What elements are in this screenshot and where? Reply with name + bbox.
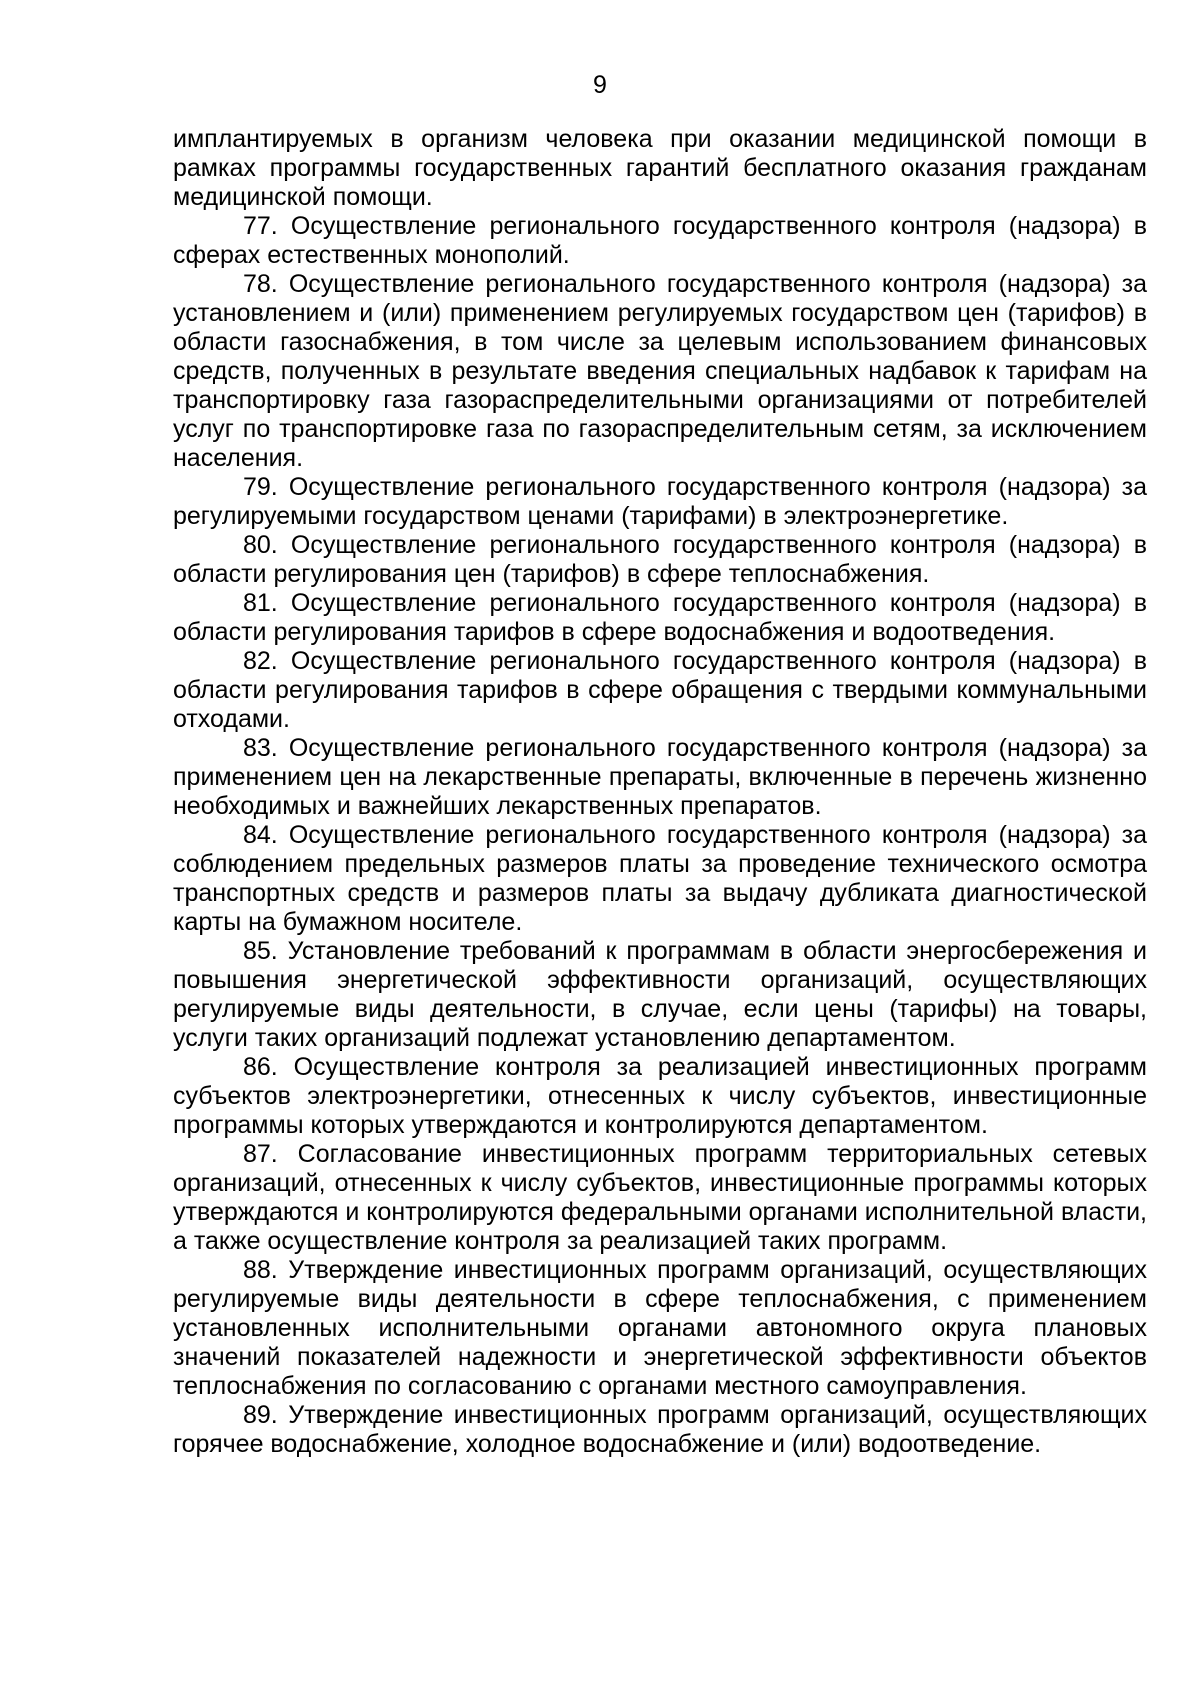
paragraph-item-88: 88. Утверждение инвестиционных программ организаций, осуществляющих регулируемые виды деятельности в сфере теплоснабжения, с применением установленных исполнительными органами автономного округа плановых значений показателей надежности и энергетической эффективности объектов теплоснабжения по согласованию с органами местного самоуправления. xyxy=(173,1256,1147,1400)
paragraph-item-87: 87. Согласование инвестиционных программ территориальных сетевых организаций, отнесенных к числу субъектов, инвестиционные программы которых утверждаются и контролируются федеральными органами исполнительной власти, а также осуществление контроля за реализацией таких программ. xyxy=(173,1140,1147,1255)
paragraph-item-85: 85. Установление требований к программам в области энергосбережения и повышения энергетической эффективности организаций, осуществляющих регулируемые виды деятельности, в случае, если цены (тарифы) на товары, услуги таких организаций подлежат установлению департаментом. xyxy=(173,937,1147,1052)
paragraph-item-80: 80. Осуществление регионального государственного контроля (надзора) в области регулирования цен (тарифов) в сфере теплоснабжения. xyxy=(173,531,1147,588)
paragraph-item-89: 89. Утверждение инвестиционных программ организаций, осуществляющих горячее водоснабжение, холодное водоснабжение и (или) водоотведение. xyxy=(173,1401,1147,1458)
paragraph-item-79: 79. Осуществление регионального государственного контроля (надзора) за регулируемыми государством ценами (тарифами) в электроэнергетике. xyxy=(173,473,1147,530)
page-number: 9 xyxy=(593,71,607,99)
paragraph-item-84: 84. Осуществление регионального государственного контроля (надзора) за соблюдением предельных размеров платы за проведение технического осмотра транспортных средств и размеров платы за выдачу дубликата диагностической карты на бумажном носителе. xyxy=(173,821,1147,936)
paragraph-item-77: 77. Осуществление регионального государственного контроля (надзора) в сферах естественных монополий. xyxy=(173,212,1147,269)
paragraph-item-78: 78. Осуществление регионального государственного контроля (надзора) за установлением и (или) применением регулируемых государством цен (тарифов) в области газоснабжения, в том числе за целевым использованием финансовых средств, полученных в результате введения специальных надбавок к тарифам на транспортировку газа газораспределительными организациями от потребителей услуг по транспортировке газа по газораспределительным сетям, за исключением населения. xyxy=(173,270,1147,472)
paragraph-continuation: имплантируемых в организм человека при оказании медицинской помощи в рамках программы государственных гарантий бесплатного оказания гражданам медицинской помощи. xyxy=(173,125,1147,211)
paragraph-item-86: 86. Осуществление контроля за реализацией инвестиционных программ субъектов электроэнергетики, отнесенных к числу субъектов, инвестиционные программы которых утверждаются и контролируются департаментом. xyxy=(173,1053,1147,1139)
paragraph-item-81: 81. Осуществление регионального государственного контроля (надзора) в области регулирования тарифов в сфере водоснабжения и водоотведения. xyxy=(173,589,1147,646)
paragraph-item-82: 82. Осуществление регионального государственного контроля (надзора) в области регулирования тарифов в сфере обращения с твердыми коммунальными отходами. xyxy=(173,647,1147,733)
paragraph-item-83: 83. Осуществление регионального государственного контроля (надзора) за применением цен на лекарственные препараты, включенные в перечень жизненно необходимых и важнейших лекарственных препаратов. xyxy=(173,734,1147,820)
document-body xyxy=(173,125,1147,1459)
